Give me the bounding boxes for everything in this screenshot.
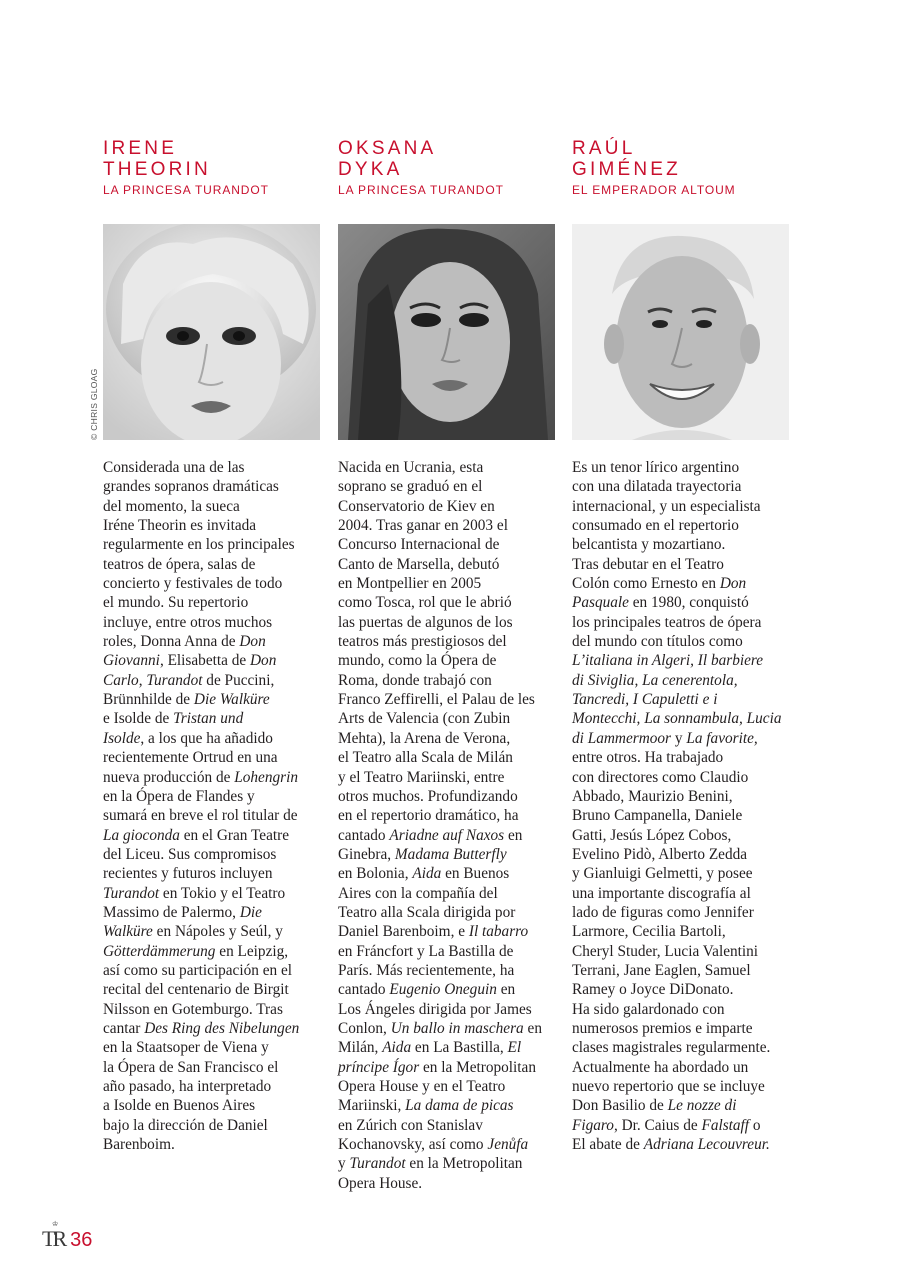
page-number: 36 (70, 1229, 93, 1251)
artist-bio: Es un tenor lírico argentino con una dilatada trayectoria internacional, y un especialista consumado en el repertorio belcantista y mozartiano. Tras debutar en el Teatro Colón como Ernesto en Don Pasquale en 1980, conquistó los principales teatros de ópera del mundo con títulos como L’italiana in Algeri, Il barbiere di Siviglia, La cenerentola, Tancredi, I Capuletti e i Montecchi, La sonnambula, Lucia di Lammermoor y La favorite, entre otros. Ha trabajado con directores como Claudio Abbado, Maurizio Benini, Bruno Campanella, Daniele Gatti, Jesús López Cobos, Evelino Pidò, Alberto Zedda y Gianluigi Gelmetti, y posee una importante discografía al lado de figuras como Jennifer Larmore, Cecilia Bartoli, Cheryl Studer, Lucia Valentini Terrani, Jane Eaglen, Samuel Ramey o Joyce DiDonato. Ha sido galardonado con numerosos premios e imparte clases magistrales regularmente. Actualmente ha abordado un nuevo repertorio que se incluye Don Basilio de Le nozze di Figaro, Dr. Caius de Falstaff o El abate de Adriana Lecouvreur. (572, 459, 782, 1154)
artist-name (338, 138, 560, 180)
teatro-real-logo (42, 1220, 65, 1252)
artist-role: EL EMPERADOR ALTOUM (572, 183, 736, 197)
artist-column-dyka (338, 138, 560, 1192)
artist-last-name: DYKA (338, 159, 403, 180)
photo-credit: © CHRIS GLOAG (89, 368, 99, 440)
artist-role: LA PRINCESA TURANDOT (338, 183, 504, 197)
artist-column-theorin (103, 138, 325, 1154)
artist-name (103, 138, 325, 180)
artist-role: LA PRINCESA TURANDOT (103, 183, 269, 197)
crown-icon: ♔ (52, 1220, 59, 1228)
artist-first-name: RAÚL (572, 138, 636, 159)
artist-column-gimenez (572, 138, 794, 1154)
artist-bio: Considerada una de las grandes sopranos dramáticas del momento, la sueca Iréne Theorin es invitada regularmente en los principales teatros de ópera, salas de concierto y festivales de todo el mundo. Su repertorio incluye, entre otros muchos roles, Donna Anna de Don Giovanni, Elisabetta de Don Carlo, Turandot de Puccini, Brünnhilde de Die Walküre e Isolde de Tristan und Isolde, a los que ha añadido recientemente Ortrud en una nueva producción de Lohengrin en la Ópera de Flandes y sumará en breve el rol titular de La gioconda en el Gran Teatre del Liceu. Sus compromisos recientes y futuros incluyen Turandot en Tokio y el Teatro Massimo de Palermo, Die Walküre en Nápoles y Seúl, y Götterdämmerung en Leipzig, así como su participación en el recital del centenario de Birgit Nilsson en Gotemburgo. Tras cantar Des Ring des Nibelungen en la Staatsoper de Viena y la Ópera de San Francisco el año pasado, ha interpretado a Isolde en Buenos Aires bajo la dirección de Daniel Barenboim. (103, 459, 300, 1154)
logo-text: TR (42, 1226, 65, 1251)
artist-name (572, 138, 794, 180)
artist-photo-gimenez (572, 224, 789, 440)
artist-photo-theorin (103, 224, 320, 440)
page-footer (42, 1220, 93, 1252)
artist-last-name: THEORIN (103, 159, 211, 180)
artist-first-name: IRENE (103, 138, 178, 159)
artist-last-name: GIMÉNEZ (572, 159, 681, 180)
artist-bio: Nacida en Ucrania, esta soprano se graduó en el Conservatorio de Kiev en 2004. Tras ganar en 2003 el Concurso Internacional de Canto de Marsella, debutó en Montpellier en 2005 como Tosca, rol que le abrió las puertas de algunos de los teatros más prestigiosos del mundo, como la Ópera de Roma, donde trabajó con Franco Zeffirelli, el Palau de les Arts de Valencia (con Zubin Mehta), la Arena de Verona, el Teatro alla Scala de Milán y el Teatro Mariinski, entre otros muchos. Profundizando en el repertorio dramático, ha cantado Ariadne auf Naxos en Ginebra, Madama Butterfly en Bolonia, Aida en Buenos Aires con la compañía del Teatro alla Scala dirigida por Daniel Barenboim, e Il tabarro en Fráncfort y La Bastilla de París. Más recientemente, ha cantado Eugenio Oneguin en Los Ángeles dirigida por James Conlon, Un ballo in maschera en Milán, Aida en La Bastilla, El príncipe Ígor en la Metropolitan Opera House y en el Teatro Mariinski, La dama de picas en Zúrich con Stanislav Kochanovsky, así como Jenůfa y Turandot en la Metropolitan Opera House. (338, 459, 542, 1192)
artist-first-name: OKSANA (338, 138, 437, 159)
artist-photo-dyka (338, 224, 555, 440)
